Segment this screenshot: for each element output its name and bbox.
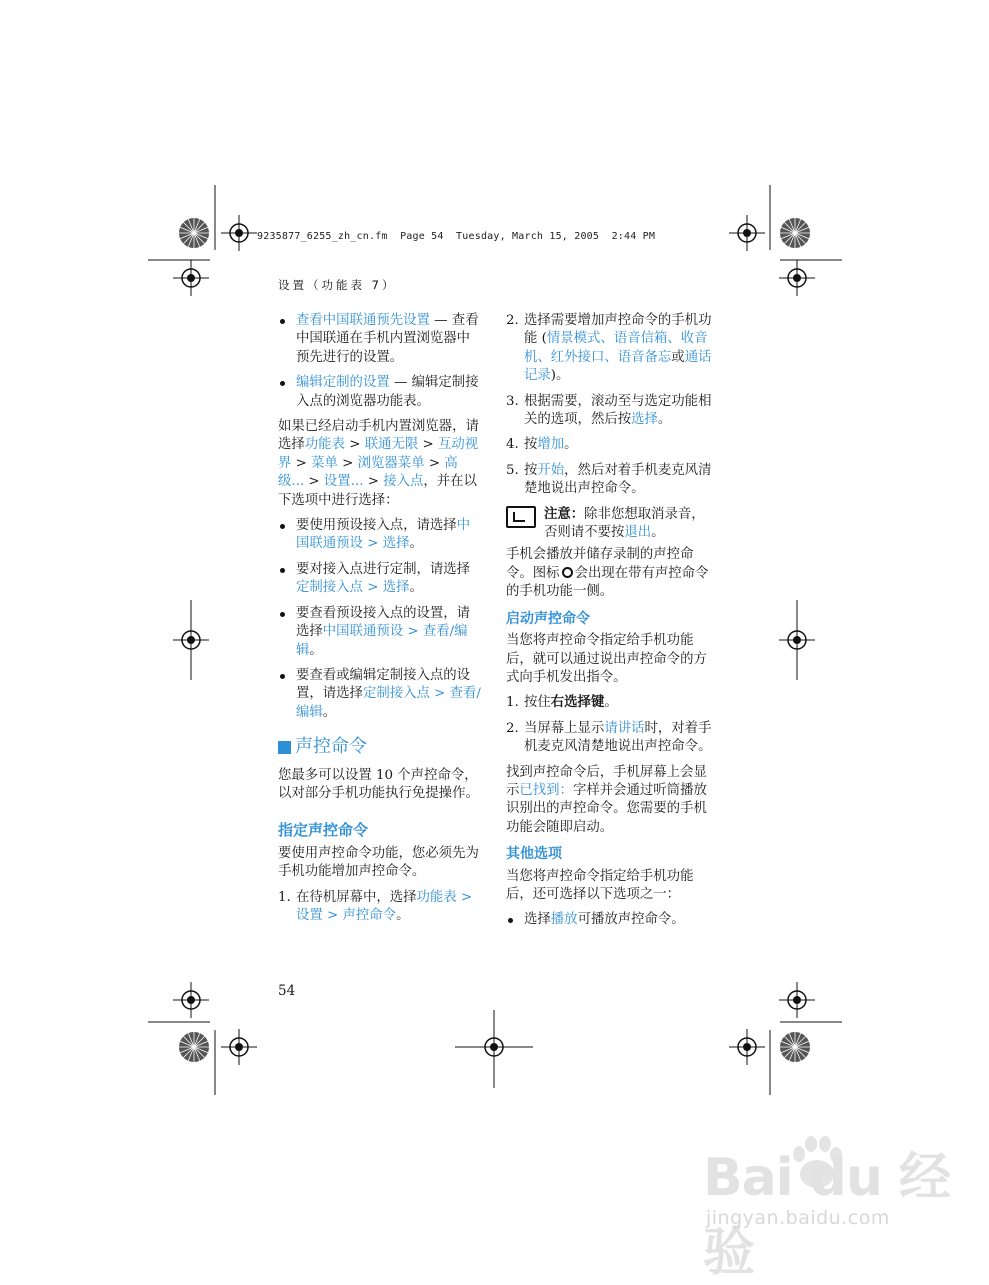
list-item: 要对接入点进行定制，请选择定制接入点 > 选择。 — [278, 561, 483, 598]
note-label: 注意： — [544, 506, 585, 522]
list-item: 选择播放可播放声控命令。 — [506, 911, 714, 929]
step-item: 2. 选择需要增加声控命令的手机功能 (情景模式、语音信箱、收音机、红外接口、语音备忘或通话记录)。 — [506, 313, 712, 384]
right-column — [506, 312, 714, 937]
paragraph-playback: 手机会播放并储存录制的声控命令。图标 会出现在带有声控命令的手机功能一侧。 — [506, 547, 709, 600]
step-item: 2. 当屏幕上显示请讲话时，对着手机麦克风清楚地说出声控命令。 — [506, 720, 712, 755]
subheading-activate: 启动声控命令 — [506, 610, 590, 627]
subheading-other-options: 其他选项 — [506, 846, 562, 863]
subheading-assign: 指定声控命令 — [278, 821, 369, 840]
note-box: 注意：除非您想取消录音，否则请不要按退出。 — [506, 506, 714, 543]
step-item: 5. 按开始，然后对着手机麦克风清楚地说出声控命令。 — [506, 462, 712, 497]
list-item: 编辑定制的设置 — 编辑定制接入点的浏览器功能表。 — [278, 374, 483, 411]
list-item: 要查看或编辑定制接入点的设置，请选择定制接入点 > 查看/编辑。 — [278, 667, 483, 722]
list-item: 要使用预设接入点，请选择中国联通预设 > 选择。 — [278, 517, 483, 554]
list-item: 查看中国联通预先设置 — 查看中国联通在手机内置浏览器中预先进行的设置。 — [278, 312, 483, 367]
left-column — [278, 312, 483, 932]
paragraph-found: 找到声控命令后，手机屏幕上会显示已找到：字样并会通过听筒播放识别出的声控命令。您需要的手机功能会随即启动。 — [506, 764, 707, 835]
paragraph-browser: 如果已经启动手机内置浏览器，请选择功能表 > 联通无限 > 互动视界 > 菜单 > 浏览器菜单 > 高级... > 设置... > 接入点，并在以下选项中进行选择： — [278, 419, 479, 508]
paragraph-intro: 您最多可以设置 10 个声控命令，以对部分手机功能执行免提操作。 — [278, 767, 479, 801]
running-head: 设置（功能表 7） — [278, 278, 397, 292]
watermark-url: jingyan.baidu.com — [706, 1207, 890, 1229]
heading-square-icon — [278, 741, 291, 754]
link-edit-custom[interactable]: 编辑定制的设置 — [296, 375, 390, 391]
note-icon — [506, 506, 536, 528]
step-item: 1. 按住右选择键。 — [506, 695, 618, 711]
step-item: 3. 根据需要，滚动至与选定功能相关的选项，然后按选择。 — [506, 393, 712, 428]
step-item: 1. 在待机屏幕中，选择功能表 > 设置 > 声控命令。 — [278, 889, 473, 923]
section-heading-voice-commands: 声控命令 — [278, 738, 483, 756]
page-number: 54 — [278, 983, 296, 999]
paragraph-assign: 要使用声控命令功能，您必须先为手机功能增加声控命令。 — [278, 845, 479, 880]
file-slug: 9235877_6255_zh_cn.fm Page 54 Tuesday, March 15, 2005 2:44 PM — [257, 231, 656, 242]
step-item: 4. 按增加。 — [506, 437, 578, 453]
watermark-logo: Bai du 经验 — [703, 1148, 950, 1283]
list-item: 要查看预设接入点的设置，请选择中国联通预设 > 查看/编辑。 — [278, 605, 483, 660]
paragraph-activate: 当您将声控命令指定给手机功能后，就可以通过说出声控命令的方式向手机发出指令。 — [506, 633, 707, 685]
link-view-preset[interactable]: 查看中国联通预先设置 — [296, 313, 430, 328]
paragraph-other-options: 当您将声控命令指定给手机功能后，还可选择以下选项之一： — [506, 868, 694, 902]
voice-command-icon — [562, 567, 573, 578]
